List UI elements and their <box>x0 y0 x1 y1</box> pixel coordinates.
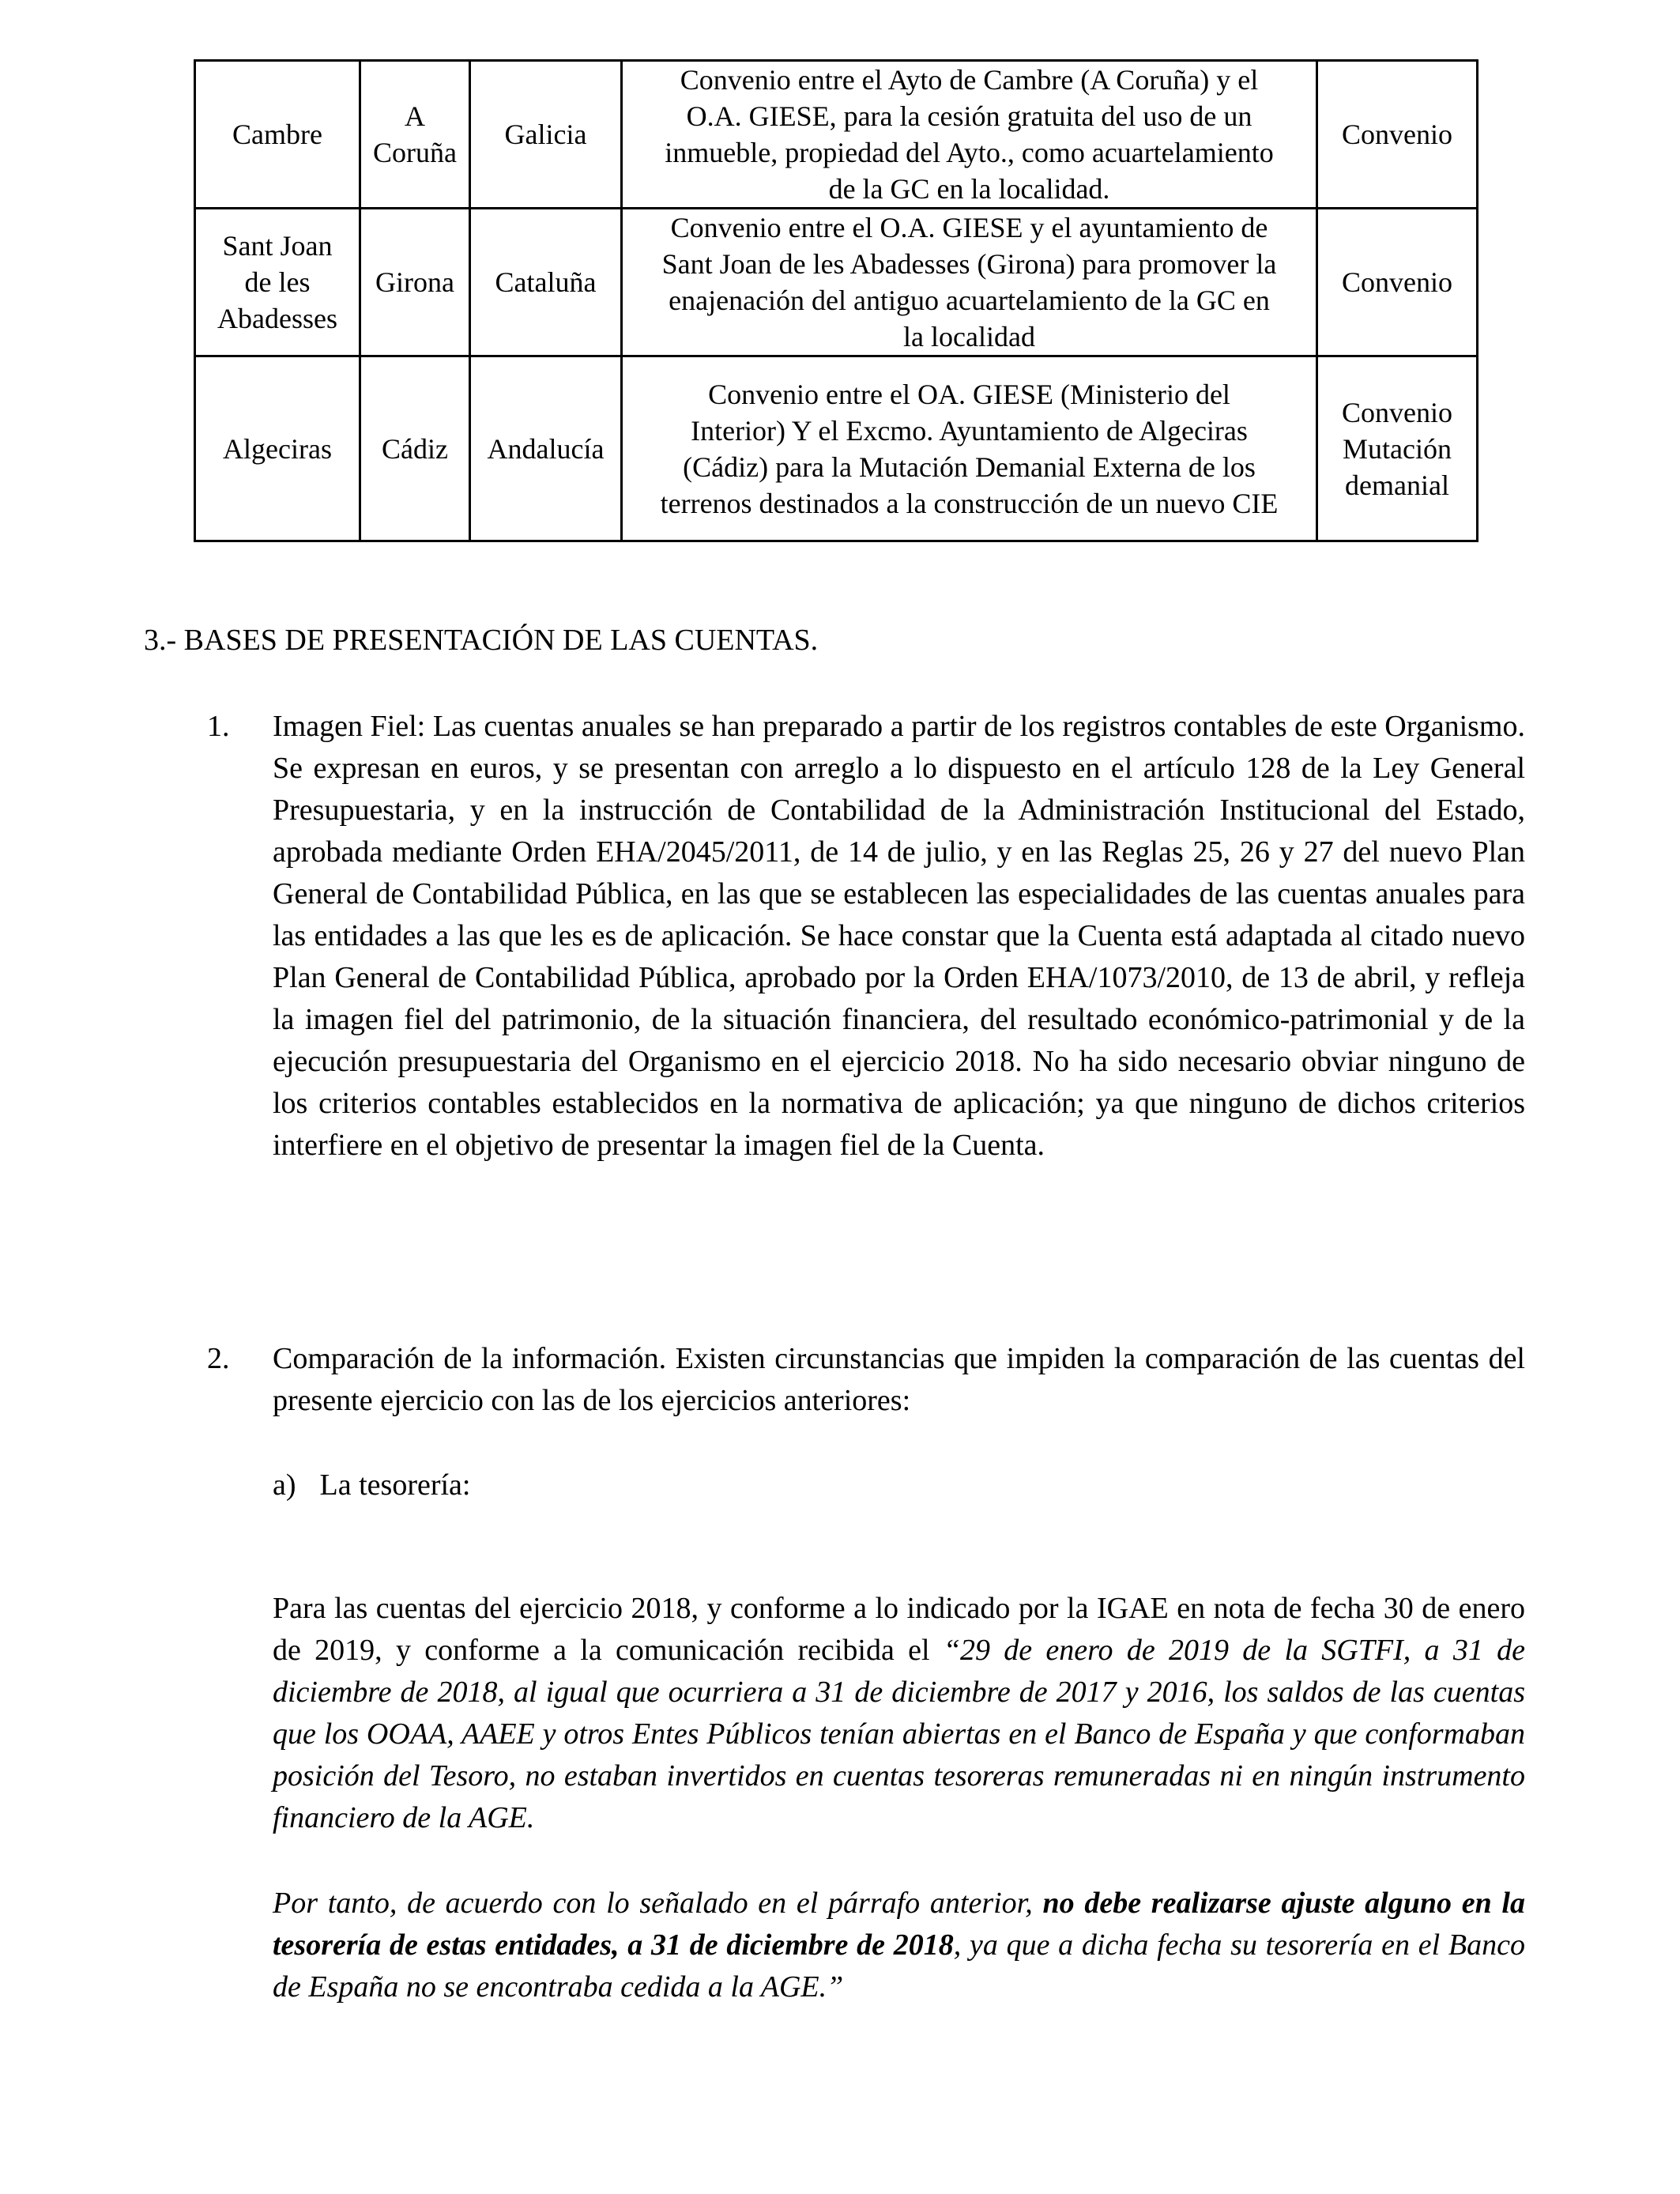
tesoreria-paragraph <box>273 1588 1525 1839</box>
cell-comunidad: Cataluña <box>470 209 622 356</box>
tesoreria-text: Para las cuentas del ejercicio 2018, y conforme a lo indicado por la IGAE en nota de fecha 30 de enero de 2019, y conforme a la comunicación recibida el <box>273 1592 1525 1667</box>
table-row <box>195 61 1478 209</box>
cell-provincia: A Coruña <box>360 61 470 209</box>
conclusion-quote-end: , ya que a dicha fecha su tesorería en el Banco de España no se encontraba cedida a la AGE.” <box>273 1928 1525 2004</box>
cell-descripcion: Convenio entre el Ayto de Cambre (A Coruña) y el O.A. GIESE, para la cesión gratuita del uso de un inmueble, propiedad del Ayto., como acuartelamiento de la GC en la localidad. <box>622 61 1317 209</box>
item-number: 1. <box>207 710 230 743</box>
table-row <box>195 209 1478 356</box>
comparacion-paragraph: Comparación de la información. Existen circunstancias que impiden la comparación de las cuentas del presente ejercicio con las de los ejercicios anteriores: <box>273 1342 1525 1417</box>
table-row <box>195 356 1478 541</box>
section-heading: 3.- BASES DE PRESENTACIÓN DE LAS CUENTAS. <box>144 624 819 657</box>
conclusion-emphasis: no debe realizarse ajuste alguno en la tesorería de estas entidades, a 31 de diciembre de 2018 <box>273 1887 1525 1962</box>
cell-provincia: Cádiz <box>360 356 470 541</box>
cell-tipo: Convenio <box>1317 209 1478 356</box>
item-number: 2. <box>207 1342 230 1375</box>
cell-provincia: Girona <box>360 209 470 356</box>
cell-comunidad: Andalucía <box>470 356 622 541</box>
cell-municipio: Sant Joan de les Abadesses <box>195 209 360 356</box>
subitem-letter: a) <box>273 1468 296 1502</box>
cell-municipio: Cambre <box>195 61 360 209</box>
conclusion-quote-start: Por tanto, de acuerdo con lo señalado en el párrafo anterior, <box>273 1887 1043 1920</box>
subitem-tesoreria <box>273 1465 470 1506</box>
cell-descripcion: Convenio entre el O.A. GIESE y el ayuntamiento de Sant Joan de les Abadesses (Girona) para promover la enajenación del antiguo acuartelamiento de la GC en la localidad <box>622 209 1317 356</box>
cell-comunidad: Galicia <box>470 61 622 209</box>
cell-tipo: Convenio Mutación demanial <box>1317 356 1478 541</box>
cell-descripcion: Convenio entre el OA. GIESE (Ministerio del Interior) Y el Excmo. Ayuntamiento de Algeciras (Cádiz) para la Mutación Demanial Externa de los terrenos destinados a la construcción de un nuevo CIE <box>622 356 1317 541</box>
conclusion-paragraph <box>273 1883 1525 2008</box>
convenios-table <box>194 59 1478 542</box>
cell-tipo: Convenio <box>1317 61 1478 209</box>
tesoreria-quote: “29 de enero de 2019 de la SGTFI, a 31 de diciembre de 2018, al igual que ocurriera a 31 de diciembre de 2017 y 2016, los saldos de las cuentas que los OOAA, AAEE y otros Entes Públicos tenían abiertas en el Banco de España y que conformaban posición del Tesoro, no estaban invertidos en cuentas tesoreras remuneradas ni en ningún instrumento financiero de la AGE. <box>273 1634 1525 1834</box>
imagen-fiel-paragraph: Imagen Fiel: Las cuentas anuales se han preparado a partir de los registros contables de este Organismo. Se expresan en euros, y se presentan con arreglo a lo dispuesto en el artículo 128 de la Ley General Presupuestaria, y en la instrucción de Contabilidad de la Administración Institucional del Estado, aprobada mediante Orden EHA/2045/2011, de 14 de julio, y en las Reglas 25, 26 y 27 del nuevo Plan General de Contabilidad Pública, en las que se establecen las especialidades de las cuentas anuales para las entidades a las que les es de aplicación. Se hace constar que la Cuenta está adaptada al citado nuevo Plan General de Contabilidad Pública, aprobado por la Orden EHA/1073/2010, de 13 de abril, y refleja la imagen fiel del patrimonio, de la situación financiera, del resultado económico-patrimonial y de la ejecución presupuestaria del Organismo en el ejercicio 2018. No ha sido necesario obviar ninguno de los criterios contables establecidos en la normativa de aplicación; ya que ninguno de dichos criterios interfiere en el objetivo de presentar la imagen fiel de la Cuenta. <box>273 710 1525 1162</box>
subitem-label: La tesorería: <box>319 1468 471 1502</box>
cell-municipio: Algeciras <box>195 356 360 541</box>
